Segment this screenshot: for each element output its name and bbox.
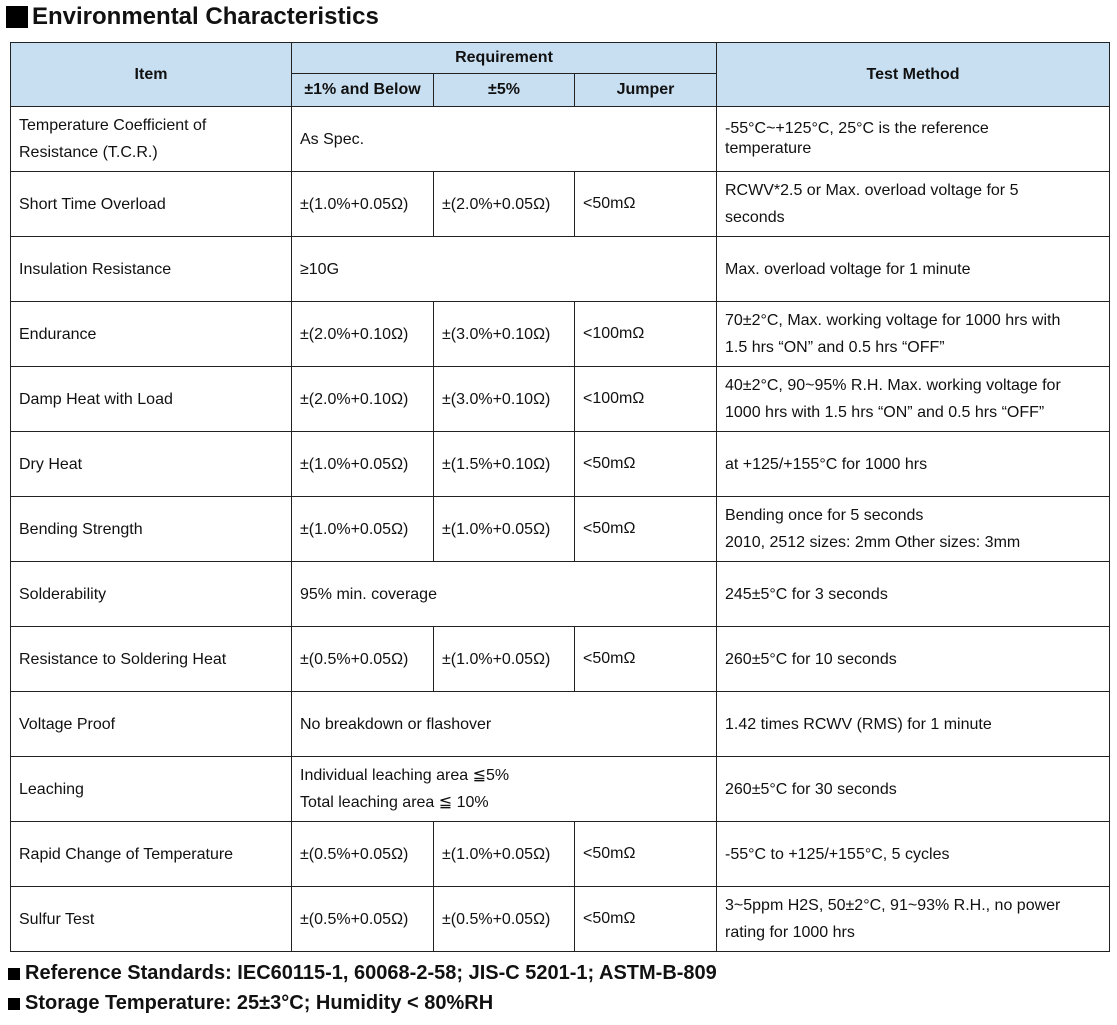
item-cell bbox=[11, 757, 292, 822]
item-cell bbox=[11, 887, 292, 952]
test-method-text: Max. overload voltage for 1 minute bbox=[725, 260, 971, 278]
item-text: Damp Heat with Load bbox=[19, 390, 173, 408]
reference-standards bbox=[8, 962, 717, 985]
table-row bbox=[11, 562, 1110, 627]
tol-1pct-cell: ±(0.5%+0.05Ω) bbox=[292, 887, 434, 952]
header-test-method: Test Method bbox=[717, 43, 1110, 107]
test-method-cell bbox=[717, 237, 1110, 302]
item-text: Leaching bbox=[19, 780, 84, 798]
test-method-text: 260±5°C for 30 seconds bbox=[725, 780, 897, 798]
item-cell bbox=[11, 627, 292, 692]
header-requirement: Requirement bbox=[292, 43, 717, 74]
tol-1pct-cell: ±(0.5%+0.05Ω) bbox=[292, 627, 434, 692]
test-method-text: -55°C~+125°C, 25°C is the reference bbox=[725, 120, 989, 137]
tol-1pct-cell: ±(1.0%+0.05Ω) bbox=[292, 497, 434, 562]
item-text: Voltage Proof bbox=[19, 715, 116, 733]
requirement-cell: ≥10G bbox=[292, 237, 717, 302]
tol-5pct-cell: ±(1.0%+0.05Ω) bbox=[434, 497, 575, 562]
test-method-cell bbox=[717, 757, 1110, 822]
item-cell bbox=[11, 497, 292, 562]
header-tol-1pct: ±1% and Below bbox=[292, 74, 434, 107]
tol-1pct-cell: ±(2.0%+0.10Ω) bbox=[292, 367, 434, 432]
item-cell bbox=[11, 367, 292, 432]
table-row bbox=[11, 237, 1110, 302]
item-text: Endurance bbox=[19, 325, 97, 343]
test-method-cell bbox=[717, 302, 1110, 367]
jumper-cell: <50mΩ bbox=[575, 497, 717, 562]
requirement-cell: 95% min. coverage bbox=[292, 562, 717, 627]
tol-5pct-cell: ±(1.5%+0.10Ω) bbox=[434, 432, 575, 497]
header-tol-5pct: ±5% bbox=[434, 74, 575, 107]
test-method-cell bbox=[717, 887, 1110, 952]
tol-5pct-cell: ±(1.0%+0.05Ω) bbox=[434, 822, 575, 887]
tol-5pct-cell: ±(0.5%+0.05Ω) bbox=[434, 887, 575, 952]
item-cell bbox=[11, 172, 292, 237]
table-row bbox=[11, 887, 1110, 952]
test-method-text: 70±2°C, Max. working voltage for 1000 hrs with bbox=[725, 312, 1061, 329]
tol-1pct-cell: ±(0.5%+0.05Ω) bbox=[292, 822, 434, 887]
test-method-text: 2010, 2512 sizes: 2mm Other sizes: 3mm bbox=[725, 534, 1021, 551]
requirement-text: Individual leaching area ≦5% bbox=[300, 767, 510, 784]
test-method-text: -55°C to +125/+155°C, 5 cycles bbox=[725, 845, 950, 863]
table-row bbox=[11, 172, 1110, 237]
table-row bbox=[11, 367, 1110, 432]
test-method-cell bbox=[717, 367, 1110, 432]
test-method-cell bbox=[717, 107, 1110, 172]
item-cell bbox=[11, 432, 292, 497]
item-cell bbox=[11, 692, 292, 757]
requirement-cell: As Spec. bbox=[292, 107, 717, 172]
table-row bbox=[11, 627, 1110, 692]
requirement-cell: No breakdown or flashover bbox=[292, 692, 717, 757]
test-method-cell bbox=[717, 497, 1110, 562]
header-item: Item bbox=[11, 43, 292, 107]
bullet-square-icon bbox=[8, 998, 20, 1010]
jumper-cell: <100mΩ bbox=[575, 302, 717, 367]
storage-conditions bbox=[8, 992, 493, 1015]
table-row bbox=[11, 302, 1110, 367]
item-text: Sulfur Test bbox=[19, 910, 95, 928]
test-method-cell bbox=[717, 172, 1110, 237]
jumper-cell: <50mΩ bbox=[575, 627, 717, 692]
test-method-text: at +125/+155°C for 1000 hrs bbox=[725, 455, 928, 473]
requirement-text: Total leaching area ≦ 10% bbox=[300, 794, 489, 811]
test-method-text: seconds bbox=[725, 209, 785, 226]
tol-5pct-cell: ±(1.0%+0.05Ω) bbox=[434, 627, 575, 692]
test-method-text: RCWV*2.5 or Max. overload voltage for 5 bbox=[725, 182, 1019, 199]
tol-5pct-cell: ±(3.0%+0.10Ω) bbox=[434, 367, 575, 432]
test-method-cell bbox=[717, 432, 1110, 497]
bullet-square-icon bbox=[8, 968, 20, 980]
item-cell bbox=[11, 107, 292, 172]
item-text: Temperature Coefficient of bbox=[19, 117, 207, 134]
test-method-cell bbox=[717, 627, 1110, 692]
storage-conditions-text: Storage Temperature: 25±3°C; Humidity < 80%RH bbox=[25, 992, 494, 1014]
item-text: Rapid Change of Temperature bbox=[19, 845, 234, 863]
table-row bbox=[11, 692, 1110, 757]
item-text: Resistance (T.C.R.) bbox=[19, 144, 158, 161]
test-method-text: 40±2°C, 90~95% R.H. Max. working voltage for bbox=[725, 377, 1061, 394]
test-method-cell bbox=[717, 692, 1110, 757]
test-method-cell bbox=[717, 822, 1110, 887]
table-row bbox=[11, 107, 1110, 172]
item-text: Insulation Resistance bbox=[19, 260, 172, 278]
test-method-text: Bending once for 5 seconds bbox=[725, 507, 924, 524]
test-method-text: rating for 1000 hrs bbox=[725, 924, 855, 941]
reference-standards-text: Reference Standards: IEC60115-1, 60068-2-58; JIS-C 5201-1; ASTM-B-809 bbox=[25, 962, 717, 984]
item-text: Short Time Overload bbox=[19, 195, 166, 213]
test-method-cell bbox=[717, 562, 1110, 627]
test-method-text: temperature bbox=[725, 140, 812, 157]
test-method-text: 3~5ppm H2S, 50±2°C, 91~93% R.H., no power bbox=[725, 897, 1061, 914]
table-row bbox=[11, 757, 1110, 822]
tol-1pct-cell: ±(1.0%+0.05Ω) bbox=[292, 432, 434, 497]
jumper-cell: <50mΩ bbox=[575, 172, 717, 237]
item-text: Resistance to Soldering Heat bbox=[19, 650, 227, 668]
tol-5pct-cell: ±(3.0%+0.10Ω) bbox=[434, 302, 575, 367]
test-method-text: 1000 hrs with 1.5 hrs “ON” and 0.5 hrs “OFF” bbox=[725, 404, 1045, 421]
test-method-text: 260±5°C for 10 seconds bbox=[725, 650, 897, 668]
section-title-text: Environmental Characteristics bbox=[32, 3, 379, 30]
table-row bbox=[11, 497, 1110, 562]
environmental-characteristics-table bbox=[10, 42, 1110, 952]
jumper-cell: <100mΩ bbox=[575, 367, 717, 432]
section-title bbox=[6, 3, 379, 31]
item-text: Dry Heat bbox=[19, 455, 83, 473]
table-row bbox=[11, 432, 1110, 497]
item-cell bbox=[11, 562, 292, 627]
header-jumper: Jumper bbox=[575, 74, 717, 107]
jumper-cell: <50mΩ bbox=[575, 887, 717, 952]
bullet-square-icon bbox=[6, 6, 28, 28]
item-text: Solderability bbox=[19, 585, 107, 603]
item-cell bbox=[11, 237, 292, 302]
test-method-text: 1.42 times RCWV (RMS) for 1 minute bbox=[725, 715, 992, 733]
tol-1pct-cell: ±(2.0%+0.10Ω) bbox=[292, 302, 434, 367]
jumper-cell: <50mΩ bbox=[575, 822, 717, 887]
item-cell bbox=[11, 822, 292, 887]
tol-1pct-cell: ±(1.0%+0.05Ω) bbox=[292, 172, 434, 237]
table-row bbox=[11, 822, 1110, 887]
test-method-text: 1.5 hrs “ON” and 0.5 hrs “OFF” bbox=[725, 339, 945, 356]
item-cell bbox=[11, 302, 292, 367]
requirement-cell bbox=[292, 757, 717, 822]
tol-5pct-cell: ±(2.0%+0.05Ω) bbox=[434, 172, 575, 237]
header-row bbox=[11, 43, 1110, 74]
test-method-text: 245±5°C for 3 seconds bbox=[725, 585, 888, 603]
jumper-cell: <50mΩ bbox=[575, 432, 717, 497]
item-text: Bending Strength bbox=[19, 520, 143, 538]
